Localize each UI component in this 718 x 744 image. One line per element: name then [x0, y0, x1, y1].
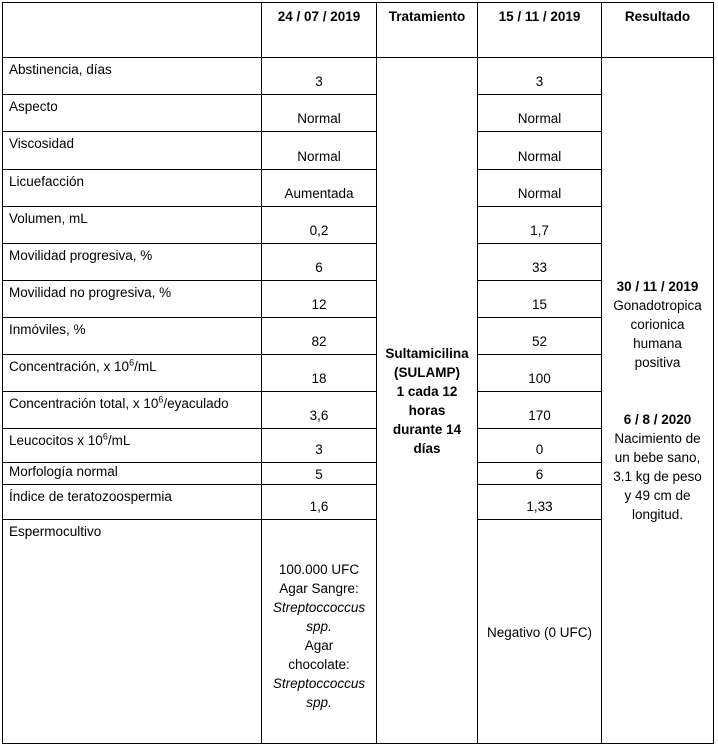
- value-date-1: 1,6: [262, 485, 377, 520]
- value-date-1: 3,6: [262, 392, 377, 429]
- label-unit: /mL: [134, 359, 157, 374]
- parameter-label: [3, 244, 262, 281]
- text-line: horas: [408, 402, 446, 418]
- value-date-1: 0,2: [262, 207, 377, 244]
- label-unit: /mL: [107, 433, 131, 448]
- header-date-2: 15 / 11 / 2019: [478, 3, 602, 58]
- header-result: Resultado: [602, 3, 714, 58]
- result-cell: [602, 58, 714, 744]
- value-date-2: Normal: [478, 95, 602, 132]
- label-text: Movilidad no progresiva, %: [9, 285, 172, 300]
- parameter-label: [3, 355, 262, 392]
- text-line: Streptoccoccus: [272, 599, 366, 615]
- text-line: 1 cada 12: [396, 383, 458, 399]
- label-unit: /eyaculado: [163, 396, 229, 411]
- label-superscript: 6: [129, 357, 135, 368]
- parameter-label: [3, 463, 262, 485]
- value-date-1: 3: [262, 58, 377, 95]
- value-date-1: 18: [262, 355, 377, 392]
- parameter-label: [3, 429, 262, 463]
- parameter-label: [3, 281, 262, 318]
- text-line: longitud.: [631, 507, 684, 522]
- value-date-2: Normal: [478, 132, 602, 170]
- value-date-1: 82: [262, 318, 377, 355]
- text-line: días: [413, 440, 441, 456]
- text-line: Nacimiento de: [614, 431, 701, 446]
- value-date-2: 3: [478, 58, 602, 95]
- text-line: Agar: [304, 637, 334, 653]
- label-text: Concentración total, x 10: [9, 396, 159, 411]
- value-date-1: 3: [262, 429, 377, 463]
- label-superscript: 6: [158, 394, 164, 405]
- parameter-label: [3, 207, 262, 244]
- label-superscript: 6: [102, 431, 108, 442]
- label-text: Morfología normal: [9, 464, 118, 479]
- parameter-label: Espermocultivo: [3, 520, 262, 744]
- value-date-2: 6: [478, 463, 602, 485]
- label-text: Volumen, mL: [9, 211, 88, 226]
- text-line: Gonadotropica: [613, 298, 702, 313]
- header-blank: [3, 3, 262, 58]
- label-text: Abstinencia, días: [9, 62, 112, 77]
- text-line: un bebe sano,: [614, 450, 701, 465]
- text-line: positiva: [634, 355, 681, 370]
- result-date-2: 6 / 8 / 2020: [623, 412, 692, 427]
- parameter-label: [3, 170, 262, 207]
- text-line: Sultamicilina: [385, 345, 469, 361]
- text-line: Streptoccoccus: [272, 675, 366, 691]
- value-date-2: 0: [478, 429, 602, 463]
- label-text: Índice de teratozoospermia: [9, 489, 172, 504]
- header-treatment: Tratamiento: [377, 3, 478, 58]
- value-date-2: 1,7: [478, 207, 602, 244]
- value-date-1: 12: [262, 281, 377, 318]
- parameter-label: [3, 318, 262, 355]
- value-date-2: 33: [478, 244, 602, 281]
- label-text: Inmóviles, %: [9, 322, 86, 337]
- text-line: spp.: [306, 618, 332, 634]
- culture-value-date-2: Negativo (0 UFC): [478, 520, 602, 744]
- text-line: corionica: [630, 317, 685, 332]
- text-line: 3.1 kg de peso: [613, 469, 702, 484]
- value-date-2: 100: [478, 355, 602, 392]
- text-line: humana: [633, 336, 682, 351]
- label-text: Movilidad progresiva, %: [9, 248, 153, 263]
- text-line: 100.000 UFC: [278, 561, 360, 577]
- value-date-2: 52: [478, 318, 602, 355]
- parameter-label: [3, 392, 262, 429]
- parameter-label: [3, 485, 262, 520]
- parameter-label: [3, 132, 262, 170]
- treatment-cell: [377, 58, 478, 744]
- value-date-2: Normal: [478, 170, 602, 207]
- text-line: Agar Sangre:: [279, 580, 359, 596]
- label-text: Viscosidad: [9, 136, 75, 151]
- value-date-1: 6: [262, 244, 377, 281]
- parameter-label: [3, 95, 262, 132]
- header-date-1: 24 / 07 / 2019: [262, 3, 377, 58]
- table-row: [3, 58, 714, 95]
- culture-value-date-1: [262, 520, 377, 744]
- value-date-2: 170: [478, 392, 602, 429]
- text-line: y 49 cm de: [624, 488, 691, 503]
- result-date-1: 30 / 11 / 2019: [616, 279, 699, 294]
- text-line: chocolate:: [288, 656, 350, 672]
- value-date-1: 5: [262, 463, 377, 485]
- value-date-2: 1,33: [478, 485, 602, 520]
- text-line: (SULAMP): [394, 364, 460, 380]
- value-date-1: Aumentada: [262, 170, 377, 207]
- text-line: spp.: [306, 694, 332, 710]
- label-text: Leucocitos x 10: [9, 433, 103, 448]
- value-date-1: Normal: [262, 95, 377, 132]
- parameter-label: [3, 58, 262, 95]
- text-line: durante 14: [392, 421, 462, 437]
- label-text: Aspecto: [9, 99, 58, 114]
- label-text: Concentración, x 10: [9, 359, 130, 374]
- label-text: Licuefacción: [9, 174, 85, 189]
- value-date-2: 15: [478, 281, 602, 318]
- semen-analysis-table: [2, 2, 714, 744]
- header-row: [3, 3, 714, 58]
- value-date-1: Normal: [262, 132, 377, 170]
